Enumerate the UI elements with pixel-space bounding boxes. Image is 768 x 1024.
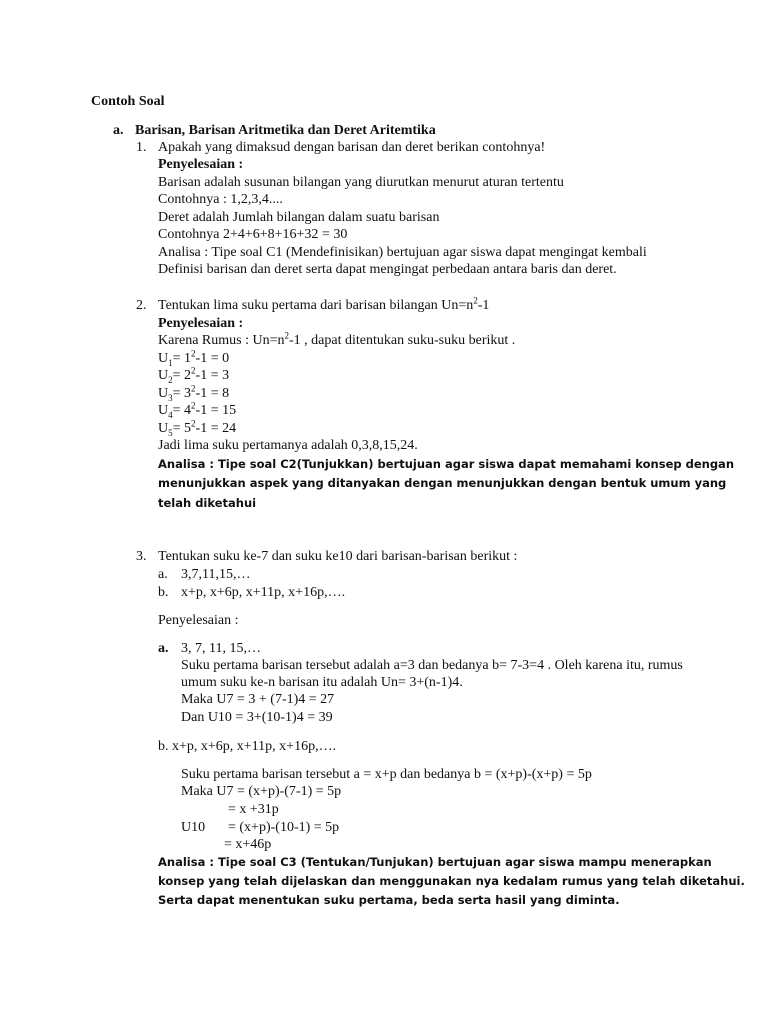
q3-u10-label: U10	[181, 820, 206, 835]
q1-line: Deret adalah Jumlah bilangan dalam suatu barisan	[158, 210, 440, 225]
q3-u10-expr: = (x+p)-(10-1) = 5p	[228, 820, 340, 835]
q2-conclusion: Jadi lima suku pertamanya adalah 0,3,8,15,24.	[158, 438, 418, 453]
section-heading: Barisan, Barisan Aritmetika dan Deret Aritemtika	[135, 123, 436, 138]
page-title: Contoh Soal	[91, 94, 165, 109]
q1-penyelesaian: Penyelesaian :	[158, 157, 244, 172]
q2-analisa: Analisa : Tipe soal C2(Tunjukkan) bertujuan agar siswa dapat memahami konsep dengan	[158, 457, 735, 471]
q3-sol-a-line: Dan U10 = 3+(10-1)4 = 39	[181, 710, 333, 725]
q3-sol-a-line: umum suku ke-n barisan itu adalah Un= 3+(n-1)4.	[181, 675, 463, 690]
q3-analisa: Serta dapat menentukan suku pertama, beda serta hasil yang diminta.	[158, 893, 620, 907]
q3-u10-result: = x+46p	[224, 837, 272, 852]
q1-line: Definisi barisan dan deret serta dapat mengingat perbedaan antara baris dan deret.	[158, 262, 617, 277]
q3-analisa: Analisa : Tipe soal C3 (Tentukan/Tunjukan) bertujuan agar siswa mampu menerapkan	[158, 855, 712, 869]
q1-line: Contohnya : 1,2,3,4....	[158, 192, 283, 207]
q2-term: $U_5= 5^2-1 = 24$	[158, 418, 237, 438]
q3-penyelesaian: Penyelesaian :	[158, 613, 239, 628]
q1-line: Barisan adalah susunan bilangan yang diurutkan menurut aturan tertentu	[158, 175, 564, 190]
q3-sol-b-line: Suku pertama barisan tersebut a = x+p dan bedanya b = (x+p)-(x+p) = 5p	[181, 767, 592, 782]
q2-rumus: Karena Rumus : $Un=n^2-1$ , dapat ditentukan suku-suku berikut .	[158, 330, 516, 348]
q3-sol-b-line: Maka U7 = (x+p)-(7-1) = 5p	[181, 784, 342, 799]
q3-option: 3,7,11,15,…	[181, 567, 251, 582]
q2-term: $U_3= 3^2-1 = 8$	[158, 383, 230, 403]
q2-term: $U_1= 1^2-1 = 0$	[158, 348, 230, 368]
q3-question: Tentukan suku ke-7 dan suku ke10 dari barisan-barisan berikut :	[158, 549, 518, 564]
q3-sol-a-marker: a.	[158, 641, 169, 656]
q1-question: Apakah yang dimaksud dengan barisan dan deret berikan contohnya!	[158, 140, 546, 155]
q3-sol-a-line: Maka U7 = 3 + (7-1)4 = 27	[181, 692, 335, 707]
q3-sol-a-line: Suku pertama barisan tersebut adalah a=3 dan bedanya b= 7-3=4 . Oleh karena itu, rumus	[181, 658, 683, 673]
q2-analisa: menunjukkan aspek yang ditanyakan dengan menunjukkan dengan bentuk umum yang	[158, 476, 727, 490]
q3-option-marker: b.	[158, 585, 169, 600]
q3-sol-b-line: = x +31p	[228, 802, 279, 817]
q3-sol-b-heading: b. x+p, x+6p, x+11p, x+16p,….	[158, 739, 337, 754]
q2-question: Tentukan lima suku pertama dari barisan bilangan $Un=n^2-1$	[158, 295, 490, 313]
q2-analisa: telah diketahui	[158, 496, 257, 510]
q2-number: 2.	[136, 298, 147, 313]
section-marker: a.	[113, 123, 124, 138]
q1-line: Contohnya 2+4+6+8+16+32 = 30	[158, 227, 348, 242]
q3-option-marker: a.	[158, 567, 168, 582]
q2-term: $U_2= 2^2-1 = 3$	[158, 365, 230, 385]
q3-option: x+p, x+6p, x+11p, x+16p,….	[181, 585, 346, 600]
q2-penyelesaian: Penyelesaian :	[158, 316, 244, 331]
q1-line: Analisa : Tipe soal C1 (Mendefinisikan) bertujuan agar siswa dapat mengingat kembali	[158, 245, 647, 260]
q2-term: $U_4= 4^2-1 = 15$	[158, 400, 237, 420]
q3-number: 3.	[136, 549, 147, 564]
q1-number: 1.	[136, 140, 147, 155]
q3-analisa: konsep yang telah dijelaskan dan menggunakan nya kedalam rumus yang telah diketahui.	[158, 874, 745, 888]
q3-sol-a-seq: 3, 7, 11, 15,…	[181, 641, 261, 656]
